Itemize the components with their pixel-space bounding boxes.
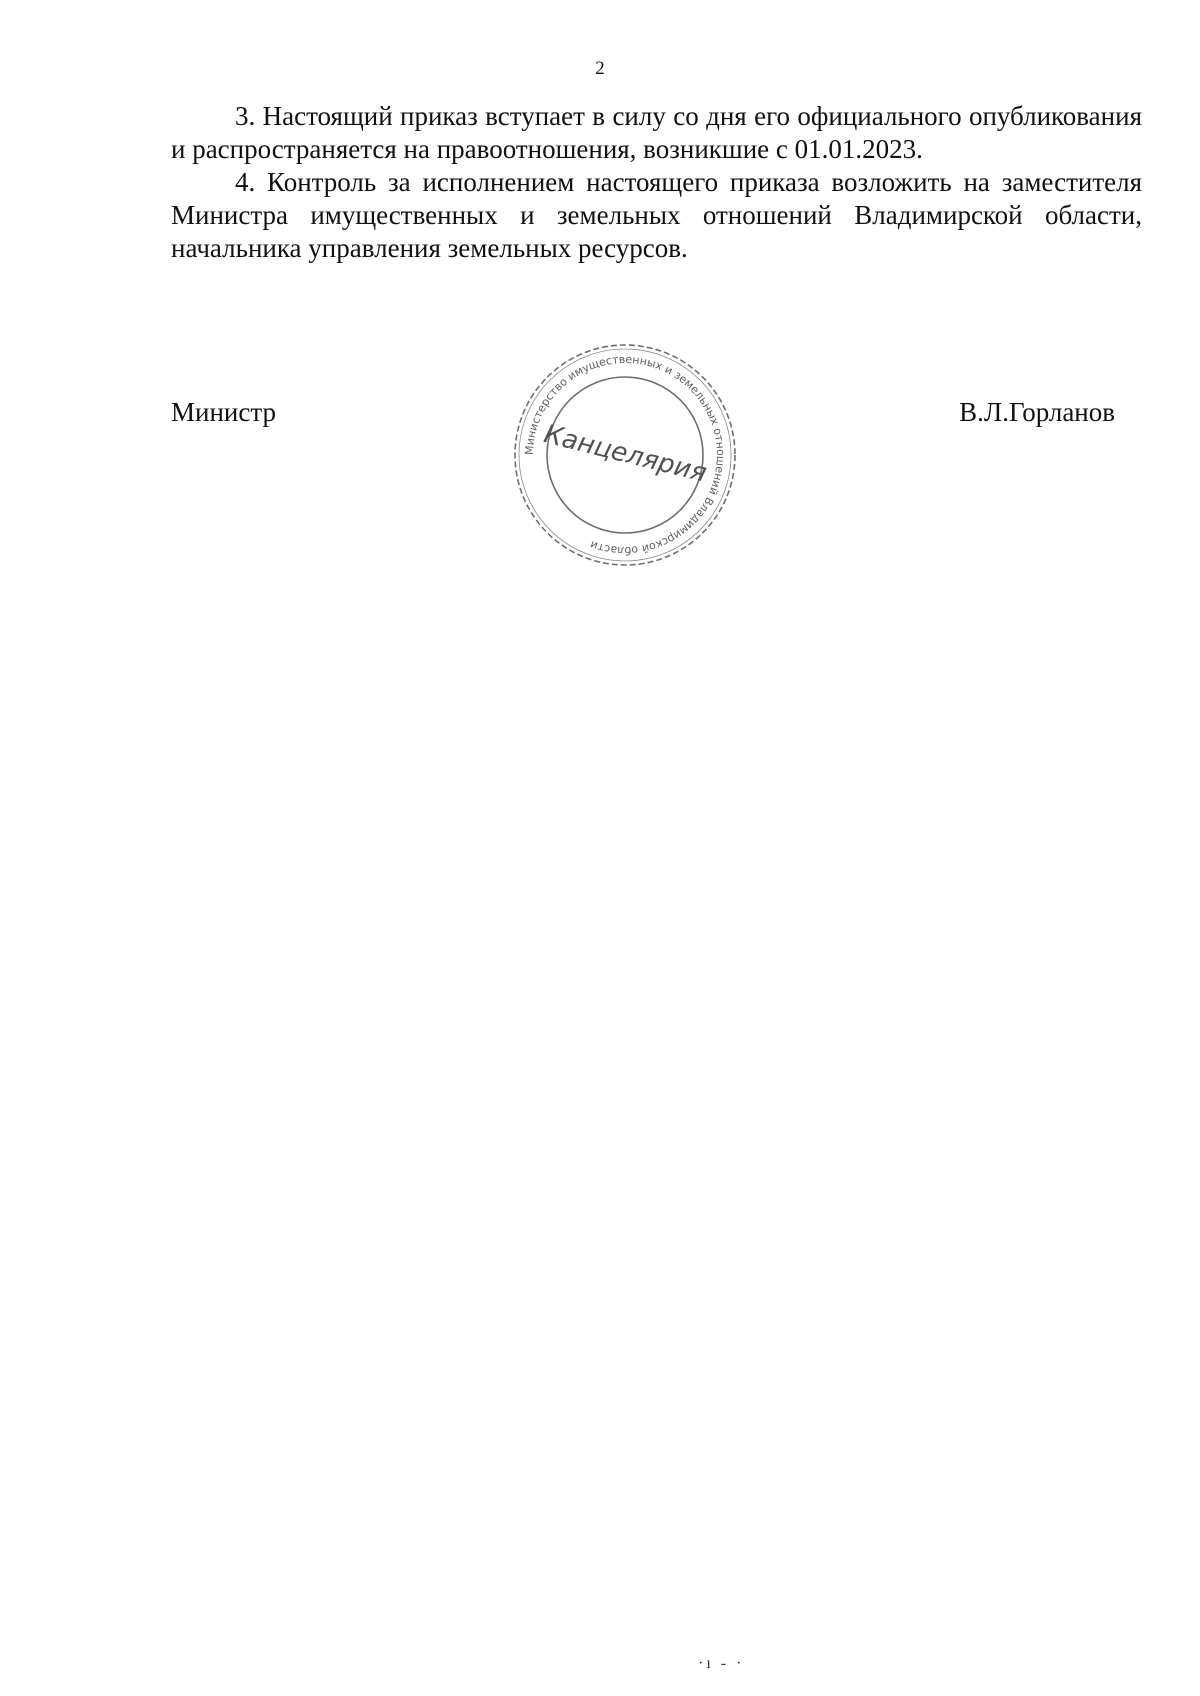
stamp-ring-text: Министерство имущественных и земельных отношений Владимирской области xyxy=(522,352,728,558)
signatory-title: Министр xyxy=(171,397,276,427)
signatory-name: В.Л.Горланов xyxy=(959,397,1115,427)
document-body xyxy=(171,100,1142,265)
paragraph-3: 3. Настоящий приказ вступает в силу со дня его официального опубликования и распространяется на правоотношения, возникшие с 01.01.2023. xyxy=(171,101,1142,164)
page-number: 2 xyxy=(595,58,605,79)
paragraph-4: 4. Контроль за исполнением настоящего приказа возложить на заместителя Министра имущественных и земельных отношений Владимирской области, начальника управления земельных ресурсов. xyxy=(171,167,1142,263)
office-stamp xyxy=(510,340,740,570)
footer-mark: ·ı - · xyxy=(698,1655,745,1672)
stamp-center-text: Канцелярия xyxy=(540,419,710,489)
